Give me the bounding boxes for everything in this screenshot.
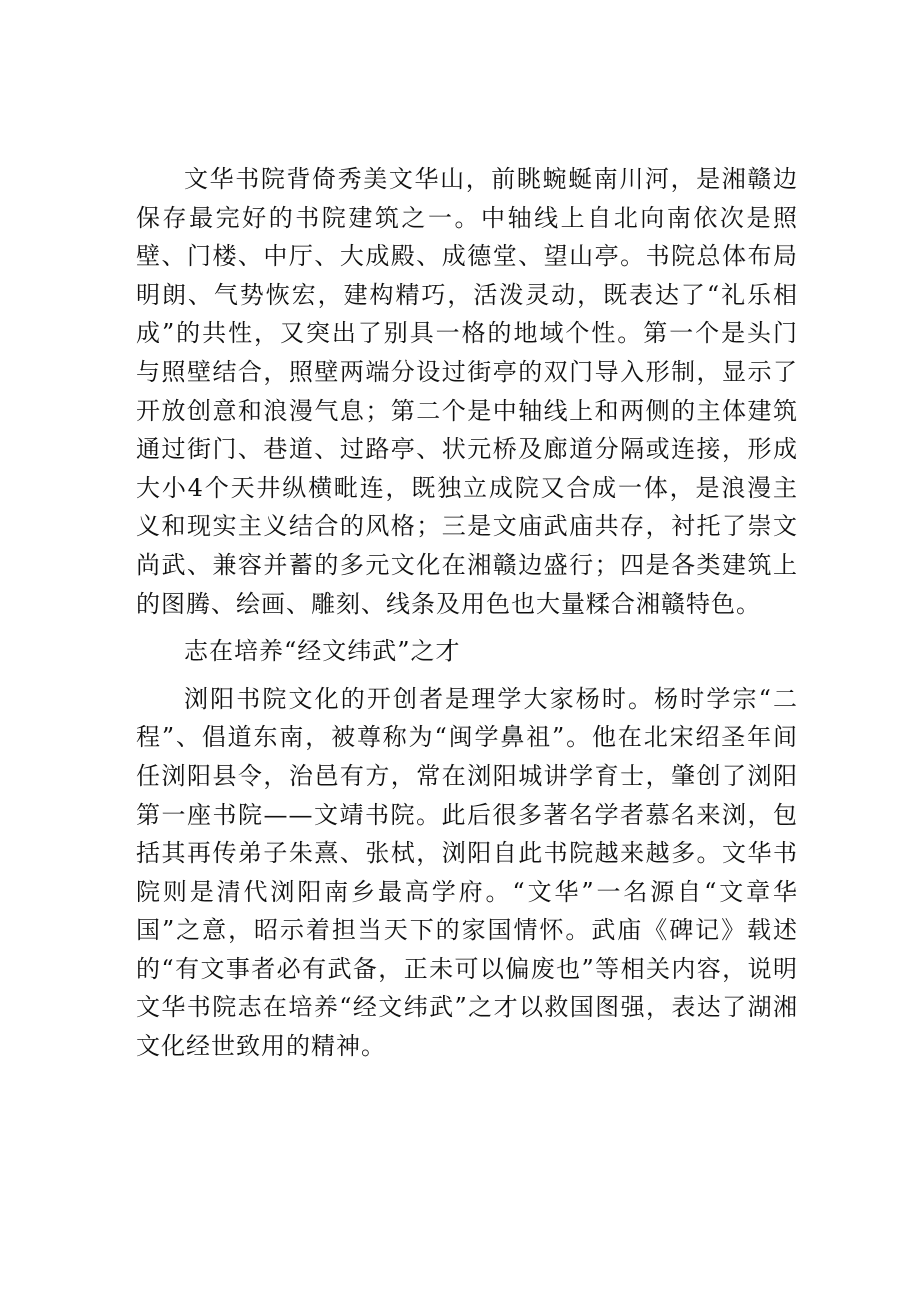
document-page <box>136 160 798 1066</box>
section-heading: 志在培养“经文纬武”之才 <box>184 637 461 666</box>
paragraph-wenhua-academy-architecture: 文华书院背倚秀美文华山，前眺蜿蜒南川河，是湘赣边保存最完好的书院建筑之一。中轴线上自北向南依次是照壁、门楼、中厅、大成殿、成德堂、望山亭。书院总体布局明朗、气势恢宏，建构精巧，活泼灵动，既表达了“礼乐相成”的共性，又突出了别具一格的地域个性。第一个是头门与照壁结合，照壁两端分设过街亭的双门导入形制，显示了开放创意和浪漫气息；第二个是中轴线上和两侧的主体建筑通过街门、巷道、过路亭、状元桥及廊道分隔或连接，形成大小4个天井纵横毗连，既独立成院又合成一体，是浪漫主义和现实主义结合的风格；三是文庙武庙共存，衬托了崇文尚武、兼容并蓄的多元文化在湘赣边盛行；四是各类建筑上的图腾、绘画、雕刻、线条及用色也大量糅合湘赣特色。 <box>136 165 798 618</box>
paragraph-liuyang-academy-culture: 浏阳书院文化的开创者是理学大家杨时。杨时学宗“二程”、倡道东南，被尊称为“闽学鼻祖”。他在北宋绍圣年间任浏阳县令，治邑有方，常在浏阳城讲学育士，肇创了浏阳第一座书院——文靖书院。此后很多著名学者慕名来浏，包括其再传弟子朱熹、张栻，浏阳自此书院越来越多。文华书院则是清代浏阳南乡最高学府。“文华”一名源自“文章华国”之意，昭示着担当天下的家国情怀。武庙《碑记》载述的“有文事者必有武备，正未可以偏废也”等相关内容，说明文华书院志在培养“经文纬武”之才以救国图强，表达了湖湘文化经世致用的精神。 <box>136 684 798 1061</box>
